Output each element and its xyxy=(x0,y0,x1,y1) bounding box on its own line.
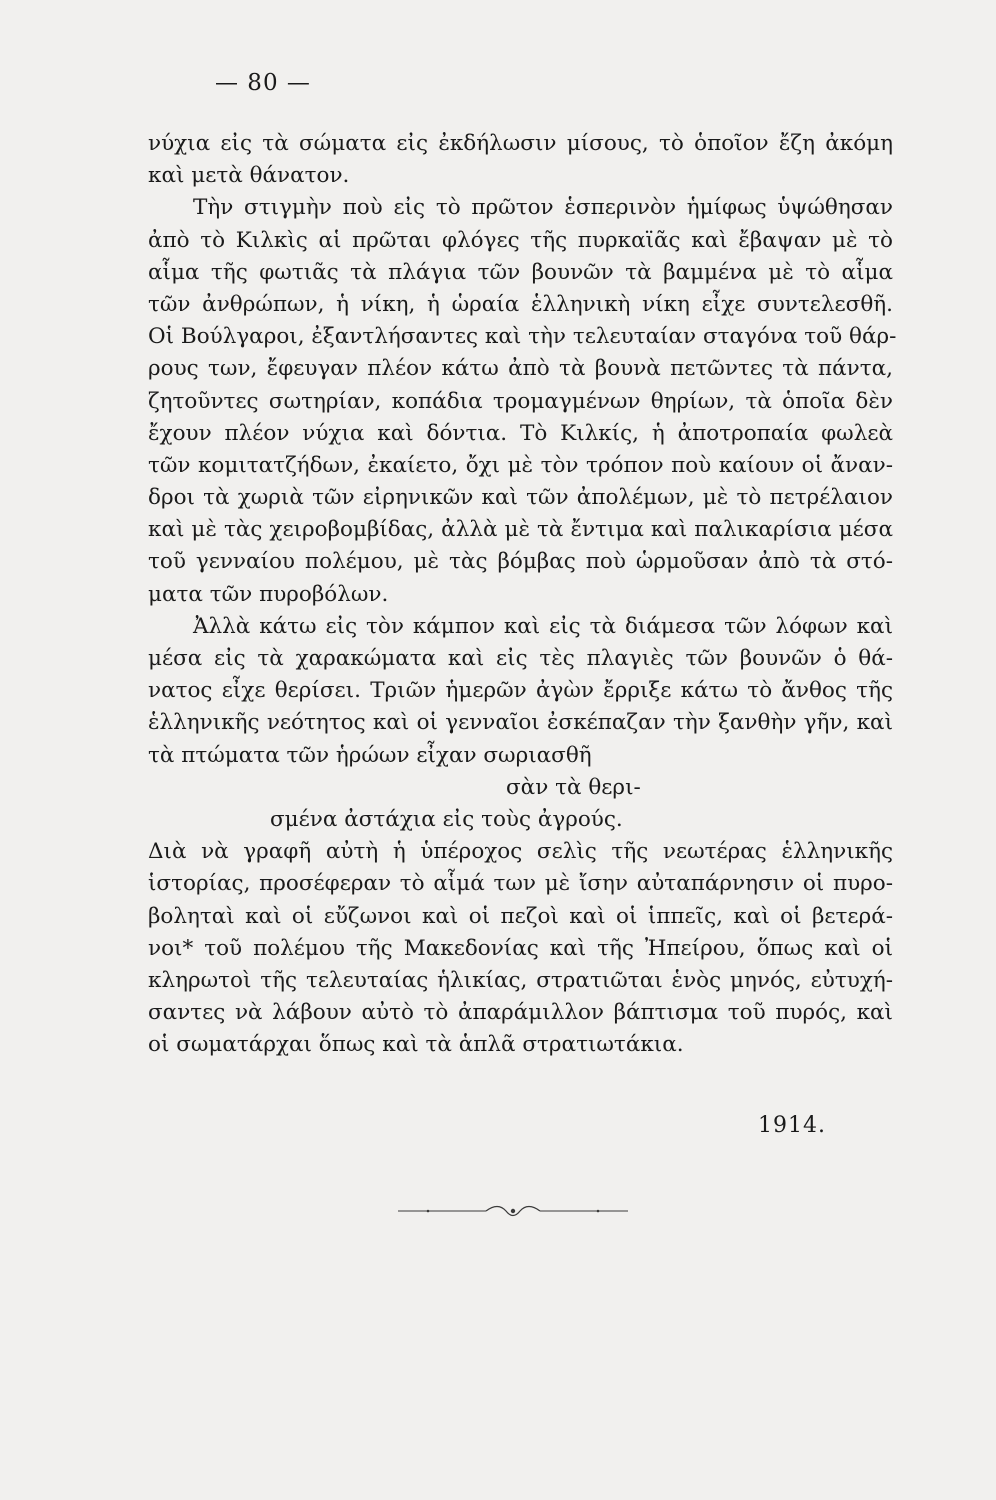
text-line: τῶν κομιτατζήδων, ἐκαίετο, ὄχι μὲ τὸν τρόπον ποὺ καίουν οἱ ἄναν- xyxy=(148,452,893,478)
text-line: νύχια εἰς τὰ σώματα εἰς ἐκδήλωσιν μίσους, τὸ ὁποῖον ἔζη ἀκόμη xyxy=(148,131,893,156)
text-line: σμένα ἀστάχια εἰς τοὺς ἀγρούς. xyxy=(270,806,623,832)
text-line: ζητοῦντες σωτηρίαν, κοπάδια τρομαγμένων θηρίων, τὰ ὁποῖα δὲν xyxy=(148,388,893,414)
text-line: ἱστορίας, προσέφεραν τὸ αἷμά των μὲ ἴσην αὐταπάρνησιν οἱ πυρο- xyxy=(148,871,893,897)
text-line: Οἱ Βούλγαροι, ἐξαντλήσαντες καὶ τὴν τελευταίαν σταγόνα τοῦ θάρ- xyxy=(148,324,897,350)
text-line: σαντες νὰ λάβουν αὐτὸ τὸ ἀπαράμιλλον βάπτισμα τοῦ πυρός, καὶ xyxy=(148,1000,893,1026)
date: 1914. xyxy=(758,1113,826,1138)
text-line: καὶ μετὰ θάνατον. xyxy=(148,163,350,189)
text-line: Ἀλλὰ κάτω εἰς τὸν κάμπον καὶ εἰς τὰ διάμεσα τῶν λόφων καὶ xyxy=(193,613,893,639)
text-line: βοληταὶ καὶ οἱ εὔζωνοι καὶ οἱ πεζοὶ καὶ οἱ ἱππεῖς, καὶ οἱ βετερά- xyxy=(148,903,893,929)
text-line: οἱ σωματάρχαι ὅπως καὶ τὰ ἁπλᾶ στρατιωτάκια. xyxy=(148,1032,684,1058)
text-line: ἑλληνικῆς νεότητος καὶ οἱ γενναῖοι ἐσκέπαζαν τὴν ξανθὴν γῆν, καὶ xyxy=(148,710,893,736)
page-number: — 80 — xyxy=(215,70,311,96)
text-line: μέσα εἰς τὰ χαρακώματα καὶ εἰς τὲς πλαγιὲς τῶν βουνῶν ὁ θά- xyxy=(148,646,893,671)
text-line: νατος εἶχε θερίσει. Τριῶν ἡμερῶν ἀγὼν ἔρριξε κάτω τὸ ἄνθος τῆς xyxy=(148,678,893,704)
text-line: σὰν τὰ θερι- xyxy=(506,774,641,800)
text-line: αἷμα τῆς φωτιᾶς τὰ πλάγια τῶν βουνῶν τὰ βαμμένα μὲ τὸ αἷμα xyxy=(148,259,893,285)
body-text xyxy=(148,128,897,1061)
text-line: νοι* τοῦ πολέμου τῆς Μακεδονίας καὶ τῆς Ἠπείρου, ὅπως καὶ οἱ xyxy=(148,935,893,961)
text-line: τῶν ἀνθρώπων, ἡ νίκη, ἡ ὡραία ἑλληνικὴ νίκη εἶχε συντελεσθῆ. xyxy=(148,291,893,317)
text-line: ἔχουν πλέον νύχια καὶ δόντια. Τὸ Κιλκίς, ἡ ἀποτροπαία φωλεὰ xyxy=(148,420,893,446)
text-line: ρους των, ἔφευγαν πλέον κάτω ἀπὸ τὰ βουνὰ πετῶντες τὰ πάντα, xyxy=(148,356,893,382)
text-line: ματα τῶν πυροβόλων. xyxy=(148,581,389,607)
text-line: τὰ πτώματα τῶν ἡρώων εἶχαν σωριασθῆ xyxy=(148,742,592,768)
text-line: Τὴν στιγμὴν ποὺ εἰς τὸ πρῶτον ἑσπερινὸν ἡμίφως ὑψώθησαν xyxy=(193,195,893,221)
text-line: δροι τὰ χωριὰ τῶν εἰρηνικῶν καὶ τῶν ἀπολέμων, μὲ τὸ πετρέλαιον xyxy=(148,485,893,511)
text-line: ἀπὸ τὸ Κιλκὶς αἱ πρῶται φλόγες τῆς πυρκαϊᾶς καὶ ἔβαψαν μὲ τὸ xyxy=(148,227,893,253)
text-line: κληρωτοὶ τῆς τελευταίας ἡλικίας, στρατιῶται ἑνὸς μηνός, εὐτυχή- xyxy=(148,967,893,993)
text-line: Διὰ νὰ γραφῆ αὐτὴ ἡ ὑπέροχος σελὶς τῆς νεωτέρας ἑλληνικῆς xyxy=(148,839,893,865)
text-line: τοῦ γενναίου πολέμου, μὲ τὰς βόμβας ποὺ ὡρμοῦσαν ἀπὸ τὰ στό- xyxy=(148,549,893,575)
ornament-divider xyxy=(398,1196,628,1226)
text-line: καὶ μὲ τὰς χειροβομβίδας, ἀλλὰ μὲ τὰ ἔντιμα καὶ παλικαρίσια μέσα xyxy=(148,517,893,543)
